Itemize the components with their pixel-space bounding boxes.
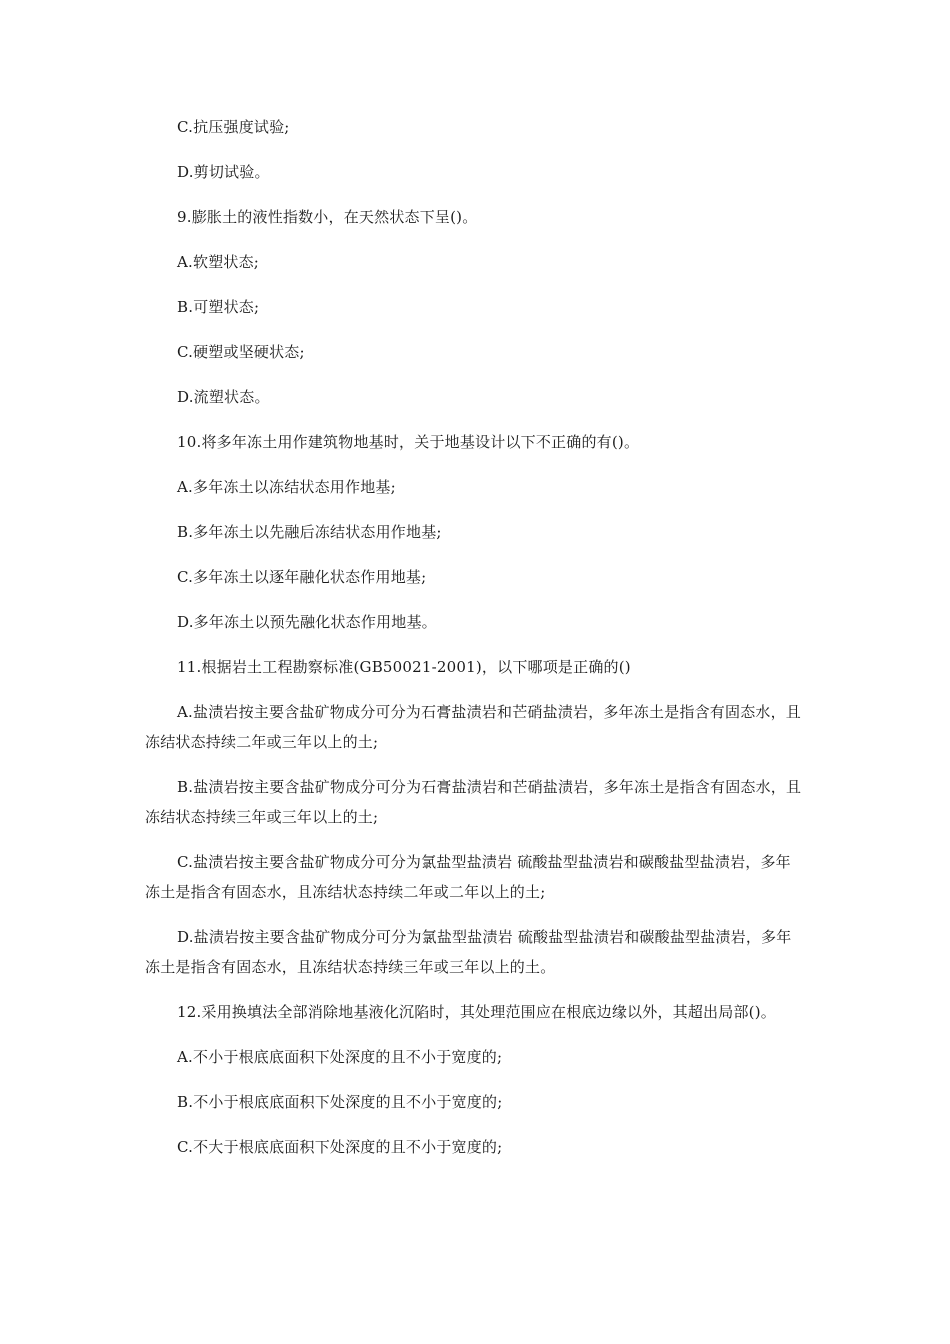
question-12: 12.采用换填法全部消除地基液化沉陷时，其处理范围应在根底边缘以外，其超出局部()。 [177, 1003, 776, 1021]
option-b-q10: B.多年冻土以先融后冻结状态用作地基; [177, 523, 442, 541]
document-body [145, 112, 805, 1177]
question-9: 9.膨胀土的液性指数小，在天然状态下呈()。 [177, 208, 478, 226]
option-b-q12: B.不小于根底底面积下处深度的且不小于宽度的; [177, 1093, 503, 1111]
option-b-q9: B.可塑状态; [177, 298, 260, 316]
question-11: 11.根据岩土工程勘察标准(GB50021-2001)，以下哪项是正确的() [177, 658, 631, 676]
option-a-q10: A.多年冻土以冻结状态用作地基; [177, 478, 396, 496]
option-c-q10: C.多年冻土以逐年融化状态作用地基; [177, 568, 427, 586]
question-10: 10.将多年冻土用作建筑物地基时，关于地基设计以下不正确的有()。 [177, 433, 640, 451]
option-c-q12: C.不大于根底底面积下处深度的且不小于宽度的; [177, 1138, 503, 1156]
option-c-q11: C.盐渍岩按主要含盐矿物成分可分为氯盐型盐渍岩 硫酸盐型盐渍岩和碳酸盐型盐渍岩，多年冻土是指含有固态水，且冻结状态持续二年或二年以上的土; [145, 853, 791, 901]
option-c-q9: C.硬塑或坚硬状态; [177, 343, 305, 361]
option-a-q11: A.盐渍岩按主要含盐矿物成分可分为石膏盐渍岩和芒硝盐渍岩，多年冻土是指含有固态水，且冻结状态持续二年或三年以上的土; [145, 703, 802, 751]
option-d-q9: D.流塑状态。 [177, 388, 270, 406]
option-a-q9: A.软塑状态; [177, 253, 260, 271]
option-c-q8: C.抗压强度试验; [177, 118, 290, 136]
option-b-q11: B.盐渍岩按主要含盐矿物成分可分为石膏盐渍岩和芒硝盐渍岩，多年冻土是指含有固态水，且冻结状态持续三年或三年以上的土; [145, 778, 802, 826]
option-d-q10: D.多年冻土以预先融化状态作用地基。 [177, 613, 437, 631]
option-a-q12: A.不小于根底底面积下处深度的且不小于宽度的; [177, 1048, 503, 1066]
option-d-q8: D.剪切试验。 [177, 163, 270, 181]
option-d-q11: D.盐渍岩按主要含盐矿物成分可分为氯盐型盐渍岩 硫酸盐型盐渍岩和碳酸盐型盐渍岩，多年冻土是指含有固态水，且冻结状态持续三年或三年以上的土。 [145, 928, 792, 976]
